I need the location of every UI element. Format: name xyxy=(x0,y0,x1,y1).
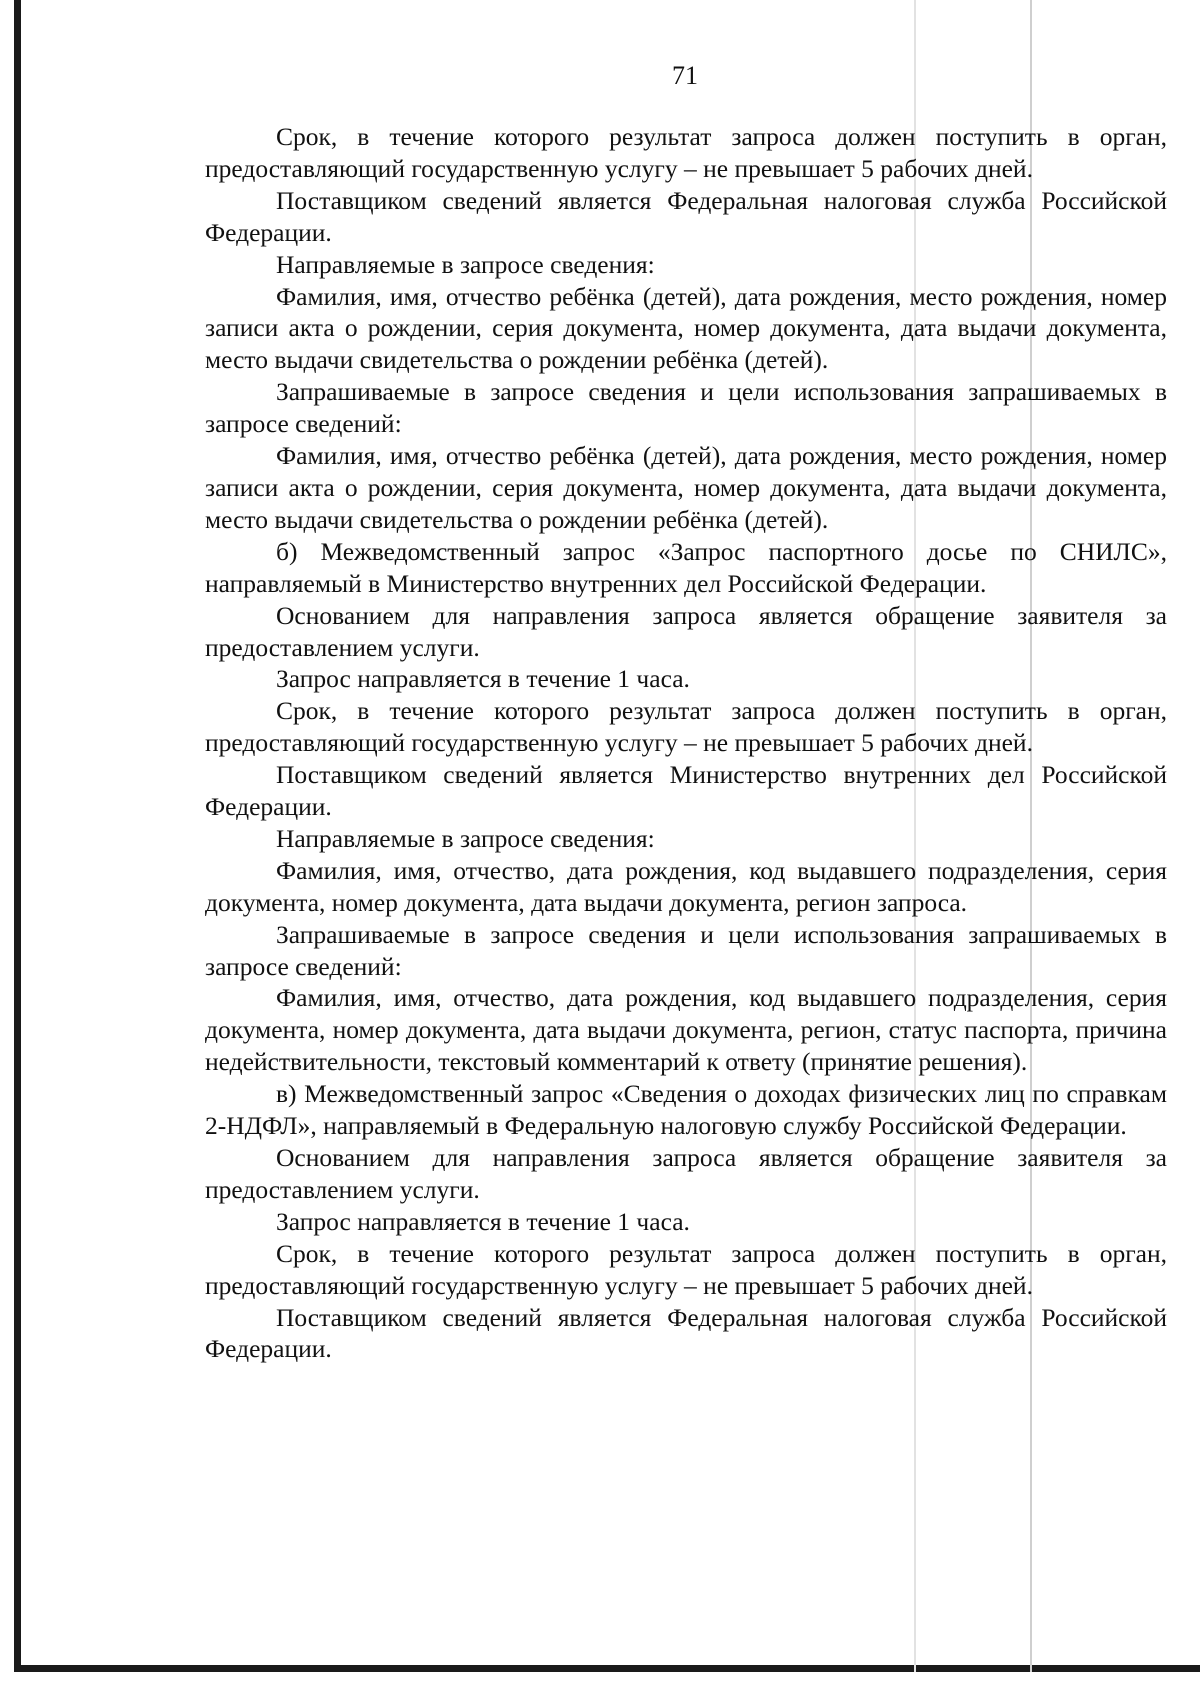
document-body xyxy=(205,121,1167,1365)
paragraph: Запрашиваемые в запросе сведения и цели использования запрашиваемых в запросе сведений: xyxy=(205,377,1167,439)
paragraph: Срок, в течение которого результат запроса должен поступить в орган, предоставляющий государственную услугу – не превышает 5 рабочих дней. xyxy=(205,1238,1167,1300)
page-number: 71 xyxy=(672,61,698,90)
paragraph: Фамилия, имя, отчество ребёнка (детей), дата рождения, место рождения, номер записи акта о рождении, серия документа, номер документа, дата выдачи документа, место выдачи свидетельства о рождении ребёнка (детей). xyxy=(205,441,1167,534)
paragraph: Поставщиком сведений является Федеральная налоговая служба Российской Федерации. xyxy=(205,1302,1167,1364)
paragraph: в) Межведомственный запрос «Сведения о доходах физических лиц по справкам 2-НДФЛ», направляемый в Федеральную налоговую службу Российской Федерации. xyxy=(205,1079,1167,1141)
scan-bottom-edge xyxy=(14,1665,1200,1672)
paragraph: Срок, в течение которого результат запроса должен поступить в орган, предоставляющий государственную услугу – не превышает 5 рабочих дней. xyxy=(205,122,1167,183)
scan-left-edge xyxy=(14,0,21,1672)
paragraph: Запрос направляется в течение 1 часа. xyxy=(276,1206,690,1236)
paragraph: Запрос направляется в течение 1 часа. xyxy=(276,664,690,694)
paragraph: Фамилия, имя, отчество, дата рождения, код выдавшего подразделения, серия документа, номер документа, дата выдачи документа, регион, статус паспорта, причина недействительности, текстовый комментарий к ответу (принятие решения). xyxy=(205,983,1167,1077)
paragraph: Поставщиком сведений является Федеральная налоговая служба Российской Федерации. xyxy=(205,185,1167,247)
paragraph: Фамилия, имя, отчество, дата рождения, код выдавшего подразделения, серия документа, номер документа, дата выдачи документа, регион запроса. xyxy=(205,855,1167,917)
paragraph: Запрашиваемые в запросе сведения и цели использования запрашиваемых в запросе сведений: xyxy=(205,919,1167,981)
paragraph: Направляемые в запросе сведения: xyxy=(276,249,655,279)
paragraph: Основанием для направления запроса является обращение заявителя за предоставлением услуги. xyxy=(205,600,1167,662)
paragraph: Фамилия, имя, отчество ребёнка (детей), дата рождения, место рождения, номер записи акта о рождении, серия документа, номер документа, дата выдачи документа, место выдачи свидетельства о рождении ребёнка (детей). xyxy=(205,281,1167,375)
paragraph: Поставщиком сведений является Министерство внутренних дел Российской Федерации. xyxy=(205,760,1167,822)
paragraph: Основанием для направления запроса является обращение заявителя за предоставлением услуги. xyxy=(205,1143,1167,1204)
paragraph: Направляемые в запросе сведения: xyxy=(276,823,655,853)
paragraph: б) Межведомственный запрос «Запрос паспортного досье по СНИЛС», направляемый в Министерство внутренних дел Российской Федерации. xyxy=(205,536,1167,598)
paragraph: Срок, в течение которого результат запроса должен поступить в орган, предоставляющий государственную услугу – не превышает 5 рабочих дней. xyxy=(205,696,1167,758)
